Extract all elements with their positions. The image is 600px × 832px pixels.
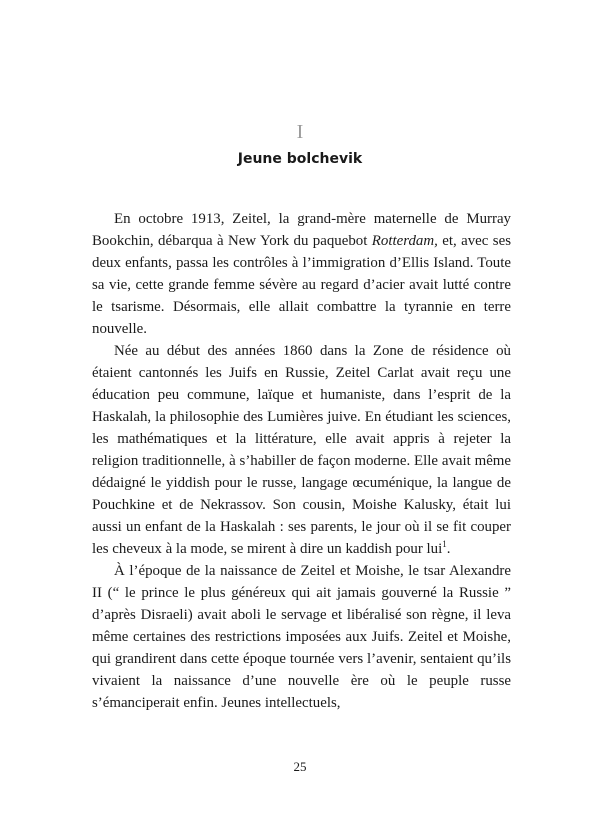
text-segment: .	[446, 541, 451, 557]
ship-name-italic: Rotterdam,	[371, 233, 438, 249]
text-segment: et, avec ses deux enfants, passa les contrôles à l’immigration d’Ellis Island. Toute sa vie, cette grande femme sévère au regard d’acier avait lutté contre le tsarisme. Désormais, elle allait combattre la tyrannie en terre nouvelle.	[92, 233, 512, 337]
text-segment: À l’époque de la naissance de Zeitel et Moishe, le tsar Alexandre II (“ le prince le plus généreux qui ait jamais gouverné la Russie ” d’après Disraeli) avait aboli le servage et libéralisé son règne, il leva même certaines des restrictions imposées aux Juifs. Zeitel et Moishe, qui grandirent dans cette époque tournée vers l’avenir, sentaient qu’ils vivaient la naissance d’une nouvelle ère où le peuple russe s’émanciperait enfin. Jeunes intellectuels,	[92, 563, 511, 711]
chapter-number: I	[296, 121, 304, 143]
footnote-reference[interactable]: 1	[442, 539, 447, 549]
paragraph	[92, 208, 511, 340]
chapter-title: Jeune bolchevik	[237, 151, 363, 167]
body-text	[92, 208, 511, 714]
text-segment: En octobre 1913, Zeitel, la grand-mère maternelle de Murray Bookchin, débarqua à New York du paquebot	[92, 211, 511, 249]
text-segment: Née au début des années 1860 dans la Zone de résidence où étaient cantonnés les Juifs en Russie, Zeitel Carlat avait reçu une éducation peu commune, laïque et humaniste, dans l’esprit de la Haskalah, la philosophie des Lumières juive. En étudiant les sciences, les mathématiques et la littérature, elle avait appris à rejeter la religion traditionnelle, à s’habiller de façon moderne. Elle avait même dédaigné le yiddish pour le russe, langage œcuménique, la langue de Pouchkine et de Nekrassov. Son cousin, Moishe Kalusky, était lui aussi un enfant de la Haskalah : ses parents, le jour où il se fit couper les cheveux à la mode, se mirent à dire un kaddish pour lui	[92, 343, 511, 557]
page-number: 25	[293, 759, 307, 774]
paragraph	[92, 340, 511, 560]
paragraph	[92, 560, 511, 714]
